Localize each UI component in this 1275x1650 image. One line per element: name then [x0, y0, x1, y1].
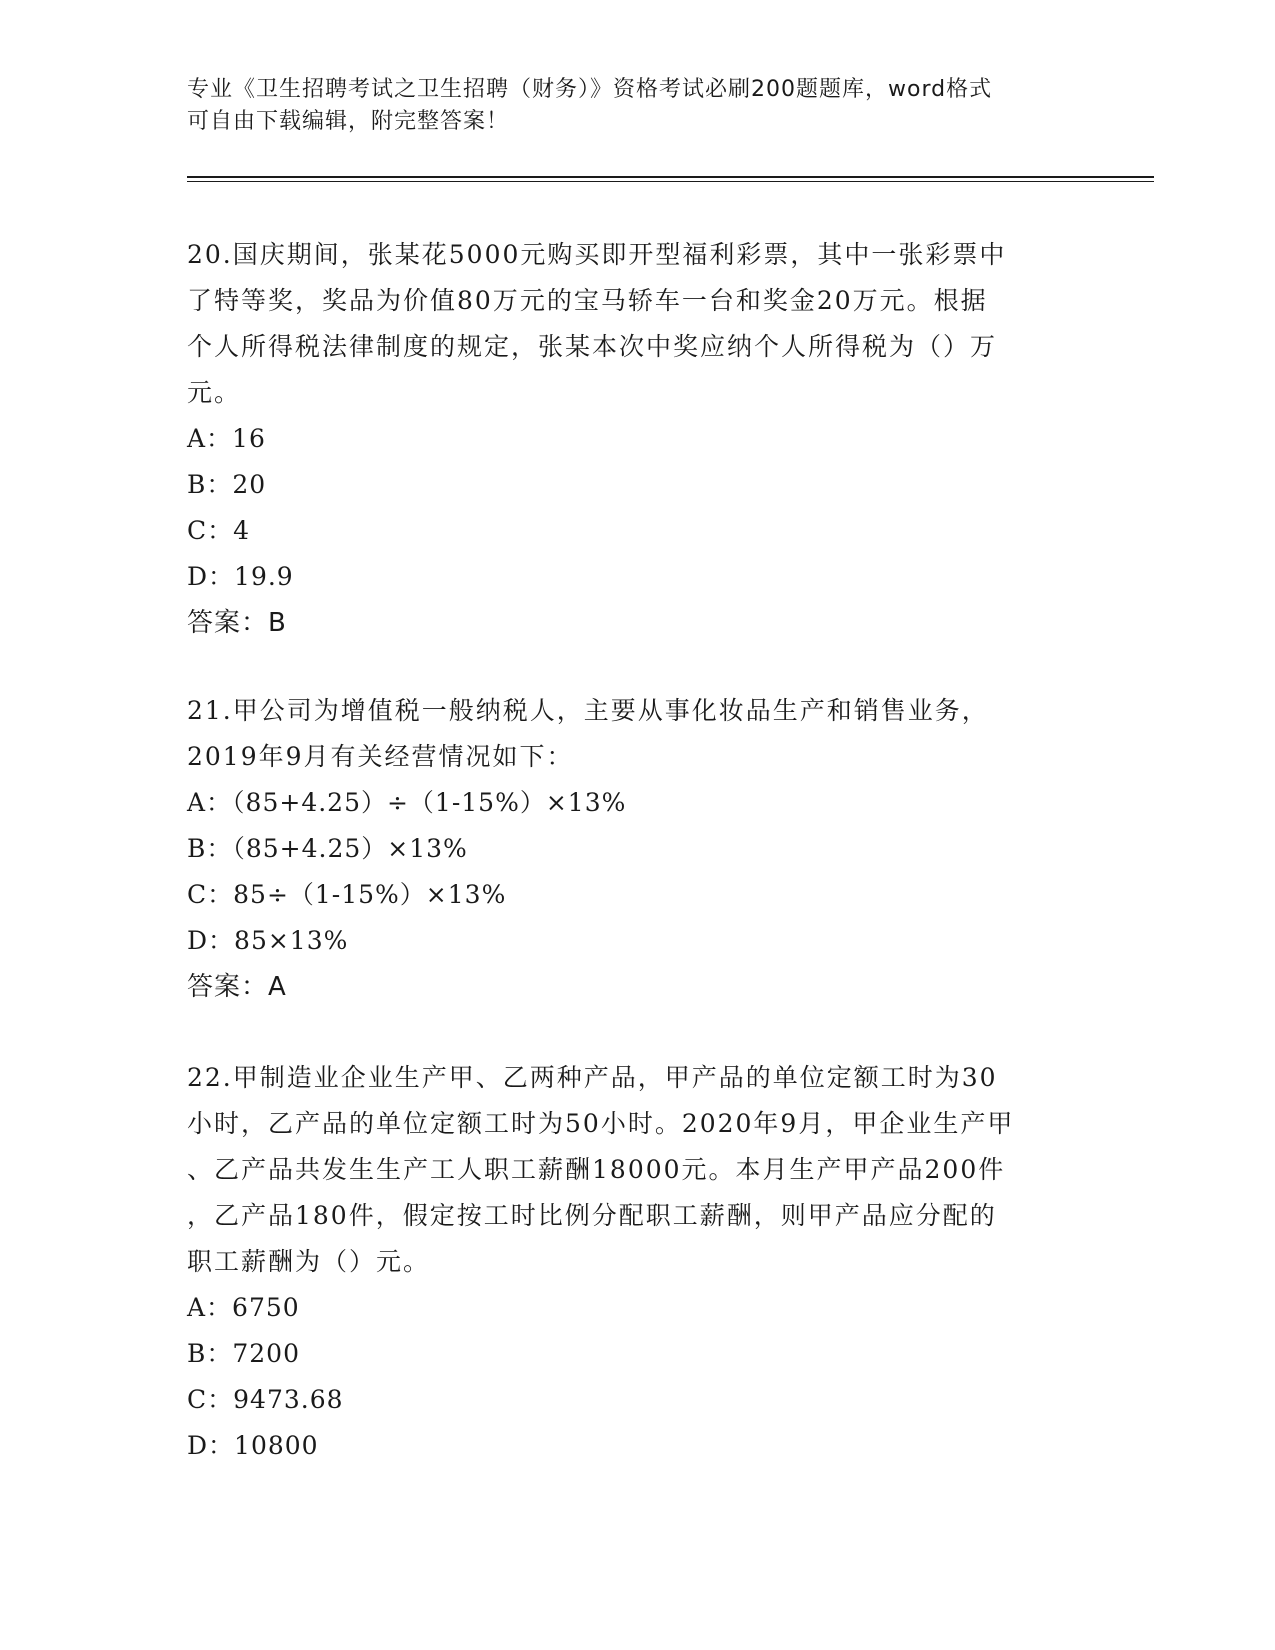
- question-stem-line: 21.甲公司为增值税一般纳税人，主要从事化妆品生产和销售业务，: [187, 696, 989, 725]
- question-22: [187, 1055, 1087, 1469]
- question-stem-line: 、乙产品共发生生产工人职工薪酬18000元。本月生产甲产品200件: [187, 1155, 1006, 1184]
- question-stem-line: 20.国庆期间，张某花5000元购买即开型福利彩票，其中一张彩票中: [187, 240, 1007, 269]
- answer-key: 答案：B: [187, 608, 287, 638]
- option-c: C：4: [187, 516, 251, 545]
- option-d: D：85×13%: [187, 926, 349, 955]
- question-stem-line: 元。: [187, 378, 242, 407]
- question-21: [187, 688, 1087, 1010]
- answer-key: 答案：A: [187, 972, 287, 1002]
- question-stem-line: 了特等奖，奖品为价值80万元的宝马轿车一台和奖金20万元。根据: [187, 286, 988, 315]
- option-b: B：（85+4.25）×13%: [187, 834, 468, 863]
- question-20: [187, 232, 1087, 646]
- option-d: D：19.9: [187, 562, 294, 591]
- question-stem: [187, 232, 1087, 416]
- option-c: C：85÷（1-15%）×13%: [187, 880, 507, 909]
- question-stem-line: 职工薪酬为（）元。: [187, 1247, 431, 1276]
- header-divider: [187, 181, 1154, 182]
- header-line: 可自由下载编辑，附完整答案！: [187, 109, 510, 134]
- option-d: D：10800: [187, 1431, 319, 1460]
- option-a: A：（85+4.25）÷（1-15%）×13%: [187, 788, 627, 817]
- question-stem-line: ，乙产品180件，假定按工时比例分配职工薪酬，则甲产品应分配的: [187, 1201, 997, 1230]
- question-stem: [187, 1055, 1087, 1285]
- question-stem-line: 小时，乙产品的单位定额工时为50小时。2020年9月，甲企业生产甲: [187, 1109, 1015, 1138]
- option-b: B：7200: [187, 1339, 300, 1368]
- document-header: [187, 74, 1087, 138]
- header-line: 专业《卫生招聘考试之卫生招聘（财务）》资格考试必刷200题题库，word格式: [187, 77, 993, 102]
- question-stem: [187, 688, 1087, 780]
- header-divider: [187, 176, 1154, 178]
- option-a: A：6750: [187, 1293, 300, 1322]
- option-c: C：9473.68: [187, 1385, 344, 1414]
- option-b: B：20: [187, 470, 267, 499]
- question-stem-line: 22.甲制造业企业生产甲、乙两种产品，甲产品的单位定额工时为30: [187, 1063, 998, 1092]
- question-stem-line: 个人所得税法律制度的规定，张某本次中奖应纳个人所得税为（）万: [187, 332, 998, 361]
- question-stem-line: 2019年9月有关经营情况如下：: [187, 742, 574, 771]
- option-a: A：16: [187, 424, 266, 453]
